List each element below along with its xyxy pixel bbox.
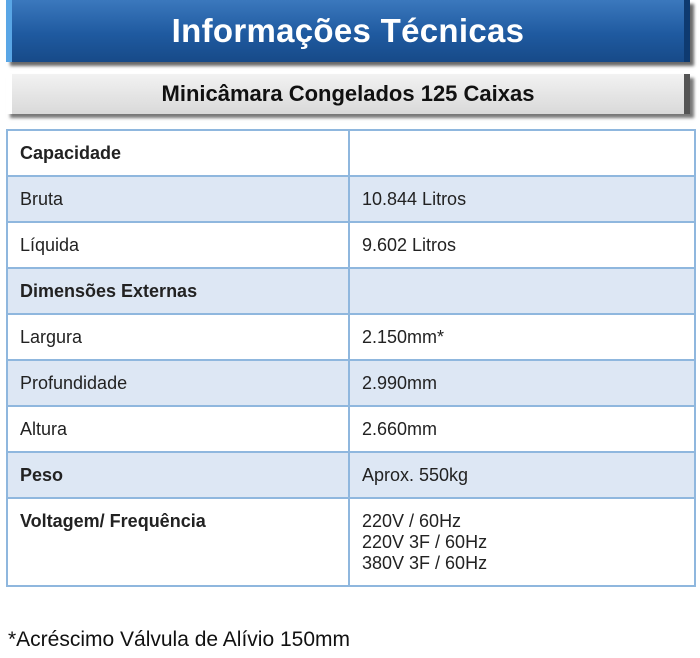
table-row-peso [7, 452, 695, 498]
row-value [349, 498, 695, 586]
page-title: Informações Técnicas [171, 12, 525, 49]
table-row-profundidade [7, 360, 695, 406]
subtitle-banner-edge-left [6, 74, 12, 114]
subtitle-banner-edge-right [684, 74, 690, 114]
row-label: Capacidade [7, 130, 349, 176]
row-value [349, 130, 695, 176]
voltage-option: 220V / 60Hz [362, 511, 462, 531]
row-value: Aprox. 550kg [349, 452, 695, 498]
row-value [349, 268, 695, 314]
title-banner-edge-right [684, 0, 690, 62]
row-label: Largura [7, 314, 349, 360]
row-value: 2.660mm [349, 406, 695, 452]
footnote: *Acréscimo Válvula de Alívio 150mm [8, 628, 350, 651]
row-value: 2.150mm* [349, 314, 695, 360]
row-label: Profundidade [7, 360, 349, 406]
subtitle-banner [6, 74, 690, 114]
table-row-capacidade [7, 130, 695, 176]
title-banner [6, 0, 690, 62]
table-row-bruta [7, 176, 695, 222]
row-value: 2.990mm [349, 360, 695, 406]
row-value: 10.844 Litros [349, 176, 695, 222]
voltage-option: 380V 3F / 60Hz [362, 553, 488, 573]
row-label: Dimensões Externas [7, 268, 349, 314]
row-label: Altura [7, 406, 349, 452]
row-label: Voltagem/ Frequência [7, 498, 349, 586]
row-label: Bruta [7, 176, 349, 222]
voltage-option: 220V 3F / 60Hz [362, 532, 488, 552]
table-row-largura [7, 314, 695, 360]
table-row-altura [7, 406, 695, 452]
table-row-dimensoes [7, 268, 695, 314]
product-name: Minicâmara Congelados 125 Caixas [161, 81, 535, 106]
specs-table [6, 129, 696, 587]
title-banner-edge-left [6, 0, 12, 62]
table-row-voltagem [7, 498, 695, 586]
row-label: Líquida [7, 222, 349, 268]
table-row-liquida [7, 222, 695, 268]
row-label: Peso [7, 452, 349, 498]
row-value: 9.602 Litros [349, 222, 695, 268]
